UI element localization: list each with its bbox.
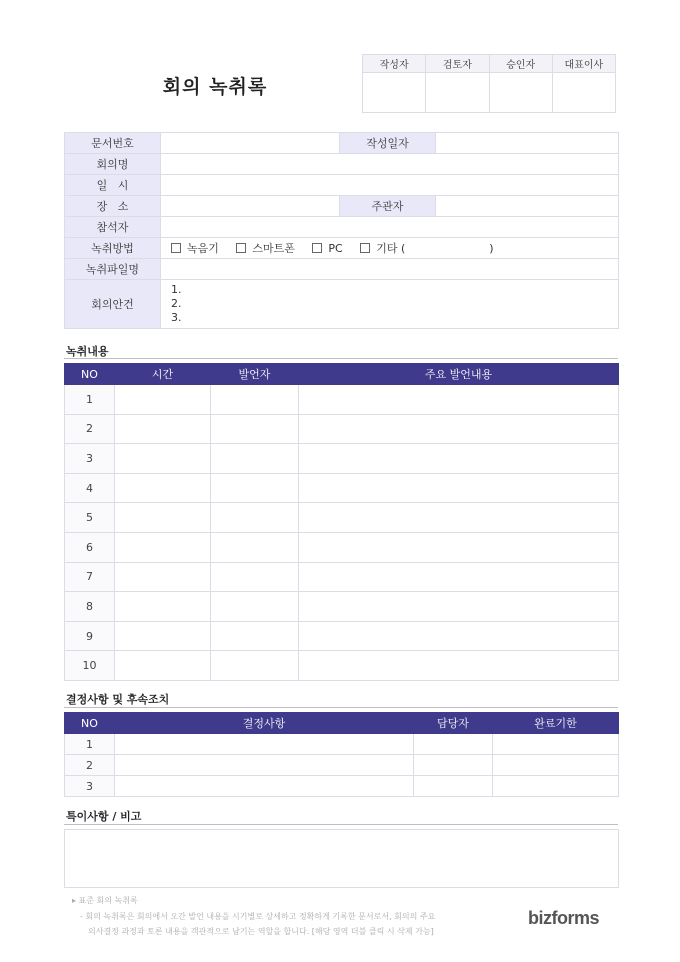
approval-header: 작성자 — [363, 55, 426, 73]
checkbox-recorder[interactable] — [171, 243, 181, 253]
column-header: NO — [65, 364, 115, 385]
checkbox-pc[interactable] — [312, 243, 322, 253]
host-field[interactable] — [436, 196, 619, 217]
table-cell[interactable] — [211, 651, 299, 681]
table-cell[interactable] — [299, 503, 619, 533]
bizforms-logo: bizforms — [528, 908, 600, 928]
written-date-label: 작성일자 — [340, 133, 436, 154]
recording-row — [65, 414, 619, 444]
approval-sign-cell[interactable] — [552, 73, 615, 113]
decision-row — [65, 776, 619, 797]
column-header: 결정사항 — [115, 713, 414, 734]
table-cell[interactable] — [211, 532, 299, 562]
footer-desc-line: - 회의 녹취록은 회의에서 오간 발언 내용을 시기별로 상세하고 정확하게 기록한 문서로서, 회의의 주요 — [80, 912, 436, 921]
option-close: ) — [489, 242, 494, 255]
meeting-name-field[interactable] — [161, 154, 619, 175]
row-number: 4 — [65, 473, 115, 503]
approval-sign-cell[interactable] — [426, 73, 489, 113]
table-cell[interactable] — [115, 755, 414, 776]
row-number: 2 — [65, 414, 115, 444]
place-label: 장 소 — [65, 196, 161, 217]
column-header: 발언자 — [211, 364, 299, 385]
attendees-field[interactable] — [161, 217, 619, 238]
table-cell[interactable] — [115, 532, 211, 562]
doc-number-field[interactable] — [161, 133, 340, 154]
table-cell[interactable] — [211, 621, 299, 651]
row-number: 2 — [65, 755, 115, 776]
section-divider — [64, 824, 618, 825]
row-number: 3 — [65, 444, 115, 474]
remarks-section-title: 특이사항 / 비고 — [66, 810, 142, 823]
section-divider — [64, 358, 618, 359]
row-number: 1 — [65, 385, 115, 415]
table-cell[interactable] — [299, 651, 619, 681]
document-title: 회의 녹취록 — [162, 76, 268, 98]
meeting-name-label: 회의명 — [65, 154, 161, 175]
table-cell[interactable] — [299, 621, 619, 651]
option-label: 녹음기 — [187, 242, 219, 255]
table-cell[interactable] — [115, 414, 211, 444]
recording-row — [65, 385, 619, 415]
table-cell[interactable] — [299, 414, 619, 444]
agenda-item: 2. — [171, 297, 182, 310]
table-cell[interactable] — [115, 385, 211, 415]
agenda-item: 3. — [171, 311, 182, 324]
option-label: PC — [328, 242, 343, 255]
table-cell[interactable] — [414, 776, 493, 797]
file-name-label: 녹취파일명 — [65, 259, 161, 280]
recording-row — [65, 532, 619, 562]
column-header: NO — [65, 713, 115, 734]
table-cell[interactable] — [493, 776, 619, 797]
row-number: 7 — [65, 562, 115, 592]
footer-title: ▸ 표준 회의 녹취록 — [72, 896, 138, 905]
decisions-section-title: 결정사항 및 후속조치 — [66, 693, 170, 706]
decision-row — [65, 734, 619, 755]
approval-header: 대표이사 — [552, 55, 615, 73]
table-cell[interactable] — [299, 592, 619, 622]
table-cell[interactable] — [299, 385, 619, 415]
recording-section-title: 녹취내용 — [66, 345, 109, 358]
place-field[interactable] — [161, 196, 340, 217]
decisions-table — [64, 712, 619, 797]
remarks-field[interactable] — [64, 829, 619, 888]
recording-table — [64, 363, 619, 681]
method-label: 녹취방법 — [65, 238, 161, 259]
column-header: 완료기한 — [493, 713, 619, 734]
table-cell[interactable] — [299, 473, 619, 503]
datetime-label: 일 시 — [65, 175, 161, 196]
table-cell[interactable] — [211, 562, 299, 592]
agenda-field[interactable] — [161, 280, 619, 329]
decision-row — [65, 755, 619, 776]
option-label: 기타 ( — [376, 242, 406, 255]
approval-sign-cell[interactable] — [363, 73, 426, 113]
table-cell[interactable] — [115, 651, 211, 681]
checkbox-other[interactable] — [360, 243, 370, 253]
table-cell[interactable] — [299, 562, 619, 592]
recording-row — [65, 621, 619, 651]
row-number: 1 — [65, 734, 115, 755]
row-number: 8 — [65, 592, 115, 622]
checkbox-smartphone[interactable] — [236, 243, 246, 253]
approval-table — [362, 54, 616, 113]
table-cell[interactable] — [115, 592, 211, 622]
written-date-field[interactable] — [436, 133, 619, 154]
recording-row — [65, 562, 619, 592]
table-cell[interactable] — [299, 532, 619, 562]
table-cell[interactable] — [414, 755, 493, 776]
agenda-item: 1. — [171, 283, 182, 296]
section-divider — [64, 707, 618, 708]
attendees-label: 참석자 — [65, 217, 161, 238]
method-options — [161, 238, 619, 259]
table-cell[interactable] — [115, 444, 211, 474]
recording-row — [65, 444, 619, 474]
approval-header: 검토자 — [426, 55, 489, 73]
table-cell[interactable] — [115, 734, 414, 755]
table-cell[interactable] — [211, 385, 299, 415]
approval-header: 승인자 — [489, 55, 552, 73]
table-cell[interactable] — [115, 776, 414, 797]
footer-desc-line: 의사결정 과정과 토론 내용을 객관적으로 남기는 역할을 합니다. [해당 영역 더블 클릭 시 삭제 가능] — [88, 927, 434, 936]
recording-row — [65, 651, 619, 681]
table-cell[interactable] — [211, 473, 299, 503]
file-name-field[interactable] — [161, 259, 619, 280]
column-header: 담당자 — [414, 713, 493, 734]
column-header: 주요 발언내용 — [299, 364, 619, 385]
column-header: 시간 — [115, 364, 211, 385]
table-cell[interactable] — [299, 444, 619, 474]
row-number: 9 — [65, 621, 115, 651]
table-cell[interactable] — [211, 444, 299, 474]
datetime-field[interactable] — [161, 175, 619, 196]
host-label: 주관자 — [340, 196, 436, 217]
table-cell[interactable] — [493, 734, 619, 755]
table-cell[interactable] — [115, 621, 211, 651]
doc-number-label: 문서번호 — [65, 133, 161, 154]
option-label: 스마트폰 — [252, 242, 295, 255]
table-cell[interactable] — [414, 734, 493, 755]
table-cell[interactable] — [115, 503, 211, 533]
approval-sign-cell[interactable] — [489, 73, 552, 113]
row-number: 6 — [65, 532, 115, 562]
table-cell[interactable] — [211, 503, 299, 533]
table-cell[interactable] — [115, 473, 211, 503]
table-cell[interactable] — [211, 592, 299, 622]
table-cell[interactable] — [211, 414, 299, 444]
recording-row — [65, 473, 619, 503]
agenda-label: 회의안건 — [65, 280, 161, 329]
table-cell[interactable] — [115, 562, 211, 592]
table-cell[interactable] — [493, 755, 619, 776]
recording-row — [65, 592, 619, 622]
info-table — [64, 132, 619, 329]
recording-row — [65, 503, 619, 533]
row-number: 5 — [65, 503, 115, 533]
row-number: 10 — [65, 651, 115, 681]
row-number: 3 — [65, 776, 115, 797]
